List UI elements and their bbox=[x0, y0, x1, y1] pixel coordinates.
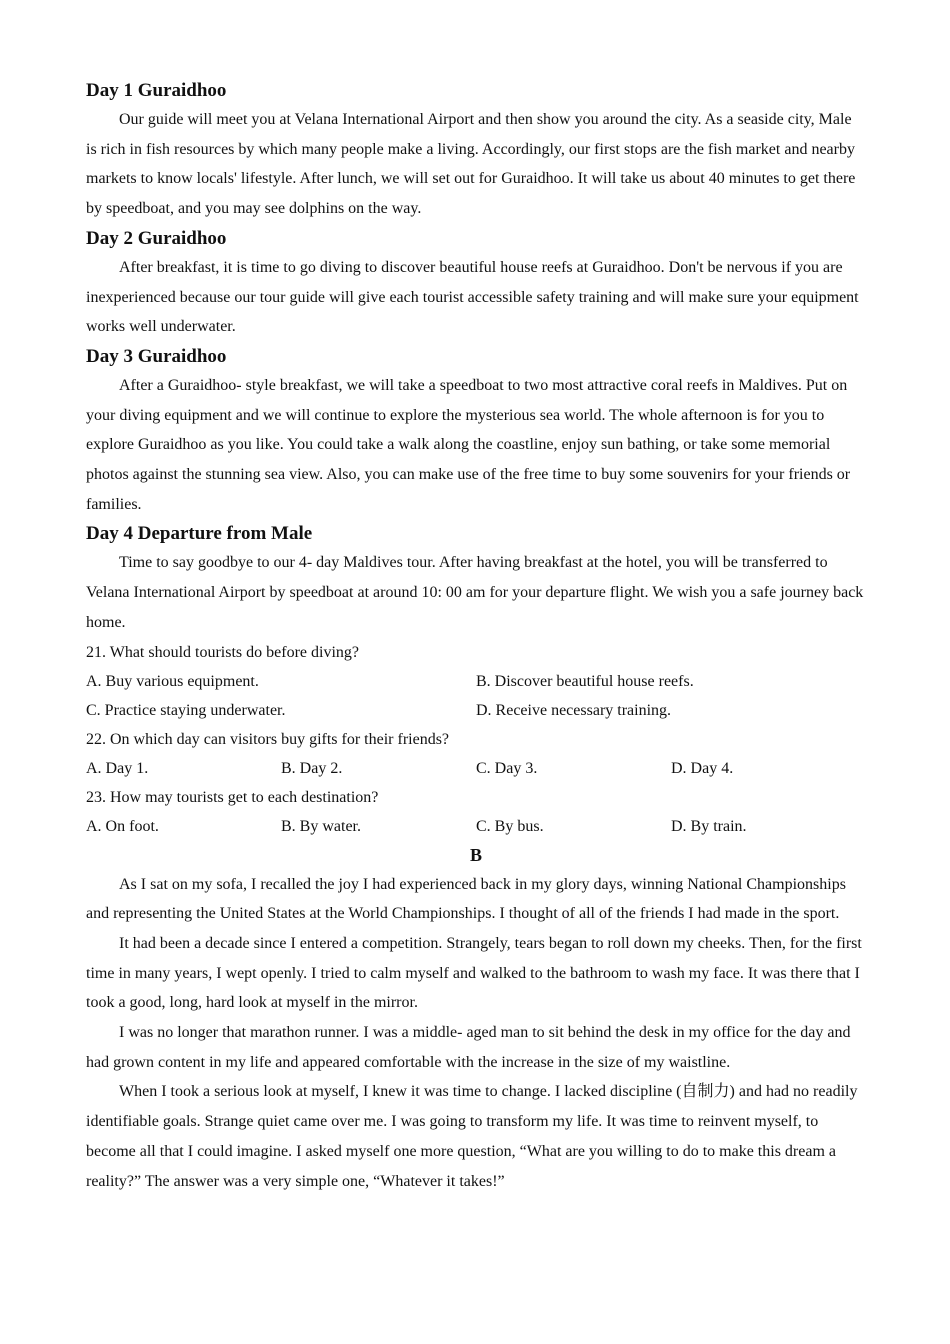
passage-paragraph: As I sat on my sofa, I recalled the joy I had experienced back in my glory days, winning National Championships and representing the United States at the World Championships. I thought of all of the friends I had made in the sport. bbox=[86, 875, 846, 923]
option-d: D. By train. bbox=[671, 817, 747, 835]
option-c: C. Day 3. bbox=[476, 759, 538, 777]
question-22 bbox=[86, 725, 866, 783]
question-21 bbox=[86, 638, 866, 725]
option-c: C. Practice staying underwater. bbox=[86, 701, 286, 719]
day-paragraph: After breakfast, it is time to go diving to discover beautiful house reefs at Guraidhoo. Don't be nervous if you are inexperienced because our tour guide will give each tourist accessible safety training and will make sure your equipment works well underwater. bbox=[86, 258, 859, 336]
option-d: D. Day 4. bbox=[671, 759, 734, 777]
question-stem: 22. On which day can visitors buy gifts for their friends? bbox=[86, 730, 450, 748]
option-c: C. By bus. bbox=[476, 817, 544, 835]
option-row bbox=[86, 754, 866, 783]
day-section bbox=[86, 76, 866, 224]
option-b: B. By water. bbox=[281, 817, 361, 835]
day-section bbox=[86, 224, 866, 342]
day-paragraph: Time to say goodbye to our 4- day Maldives tour. After having breakfast at the hotel, you will be transferred to Velana International Airport by speedboat at around 10: 00 am for your departure flight. We wish you a safe journey back home. bbox=[86, 554, 864, 631]
question-stem: 21. What should tourists do before diving? bbox=[86, 643, 359, 661]
passage-paragraph: I was no longer that marathon runner. I was a middle- aged man to sit behind the desk in my office for the day and had grown content in my life and appeared comfortable with the increase in the size of my waistline. bbox=[86, 1024, 851, 1071]
question-23 bbox=[86, 783, 866, 841]
day-heading: Day 2 Guraidhoo bbox=[86, 227, 227, 249]
option-a: A. Day 1. bbox=[86, 759, 149, 777]
day-heading: Day 4 Departure from Male bbox=[86, 523, 313, 545]
option-a: A. Buy various equipment. bbox=[86, 672, 259, 690]
passage-paragraph: When I took a serious look at myself, I knew it was time to change. I lacked discipline (自制力) and had no readily identifiable goals. Strange quiet came over me. I was going to transform my life. It was time to reinvent myself, to become all that I could imagine. I asked myself one more question, “What are you willing to do to make this dream a reality?” The answer was a very simple one, “Whatever it takes!” bbox=[86, 1083, 858, 1190]
option-row bbox=[86, 667, 866, 696]
option-d: D. Receive necessary training. bbox=[476, 701, 672, 719]
day-section bbox=[86, 519, 866, 637]
day-heading: Day 3 Guraidhoo bbox=[86, 345, 227, 367]
page-content bbox=[86, 76, 866, 1196]
day-paragraph: Our guide will meet you at Velana International Airport and then show you around the city. As a seaside city, Male is rich in fish resources by which many people make a living. Accordingly, our first stops are the fish market and nearby markets to know locals' lifestyle. After lunch, we will set out for Guraidhoo. It will take us about 40 minutes to get there by speedboat, and you may see dolphins on the way. bbox=[86, 111, 856, 218]
option-a: A. On foot. bbox=[86, 817, 159, 835]
day-heading: Day 1 Guraidhoo bbox=[86, 80, 227, 101]
option-b: B. Day 2. bbox=[281, 759, 343, 777]
option-row bbox=[86, 696, 866, 725]
option-b: B. Discover beautiful house reefs. bbox=[476, 672, 694, 690]
option-row bbox=[86, 812, 866, 841]
section-title: B bbox=[469, 844, 482, 865]
day-section bbox=[86, 342, 866, 520]
question-stem: 23. How may tourists get to each destination? bbox=[86, 788, 379, 806]
passage-paragraph: It had been a decade since I entered a competition. Strangely, tears began to roll down my cheeks. Then, for the first time in many years, I wept openly. I tried to calm myself and walked to the bathroom to wash my face. It was there that I took a good, long, hard look at myself in the mirror. bbox=[86, 934, 862, 1012]
day-paragraph: After a Guraidhoo- style breakfast, we will take a speedboat to two most attractive coral reefs in Maldives. Put on your diving equipment and we will continue to explore the mysterious sea world. The whole afternoon is for you to explore Guraidhoo as you like. You could take a walk along the coastline, enjoy sun bathing, or take some memorial photos against the stunning sea view. Also, you can make use of the free time to buy some souvenirs for your friends or families. bbox=[86, 376, 851, 513]
